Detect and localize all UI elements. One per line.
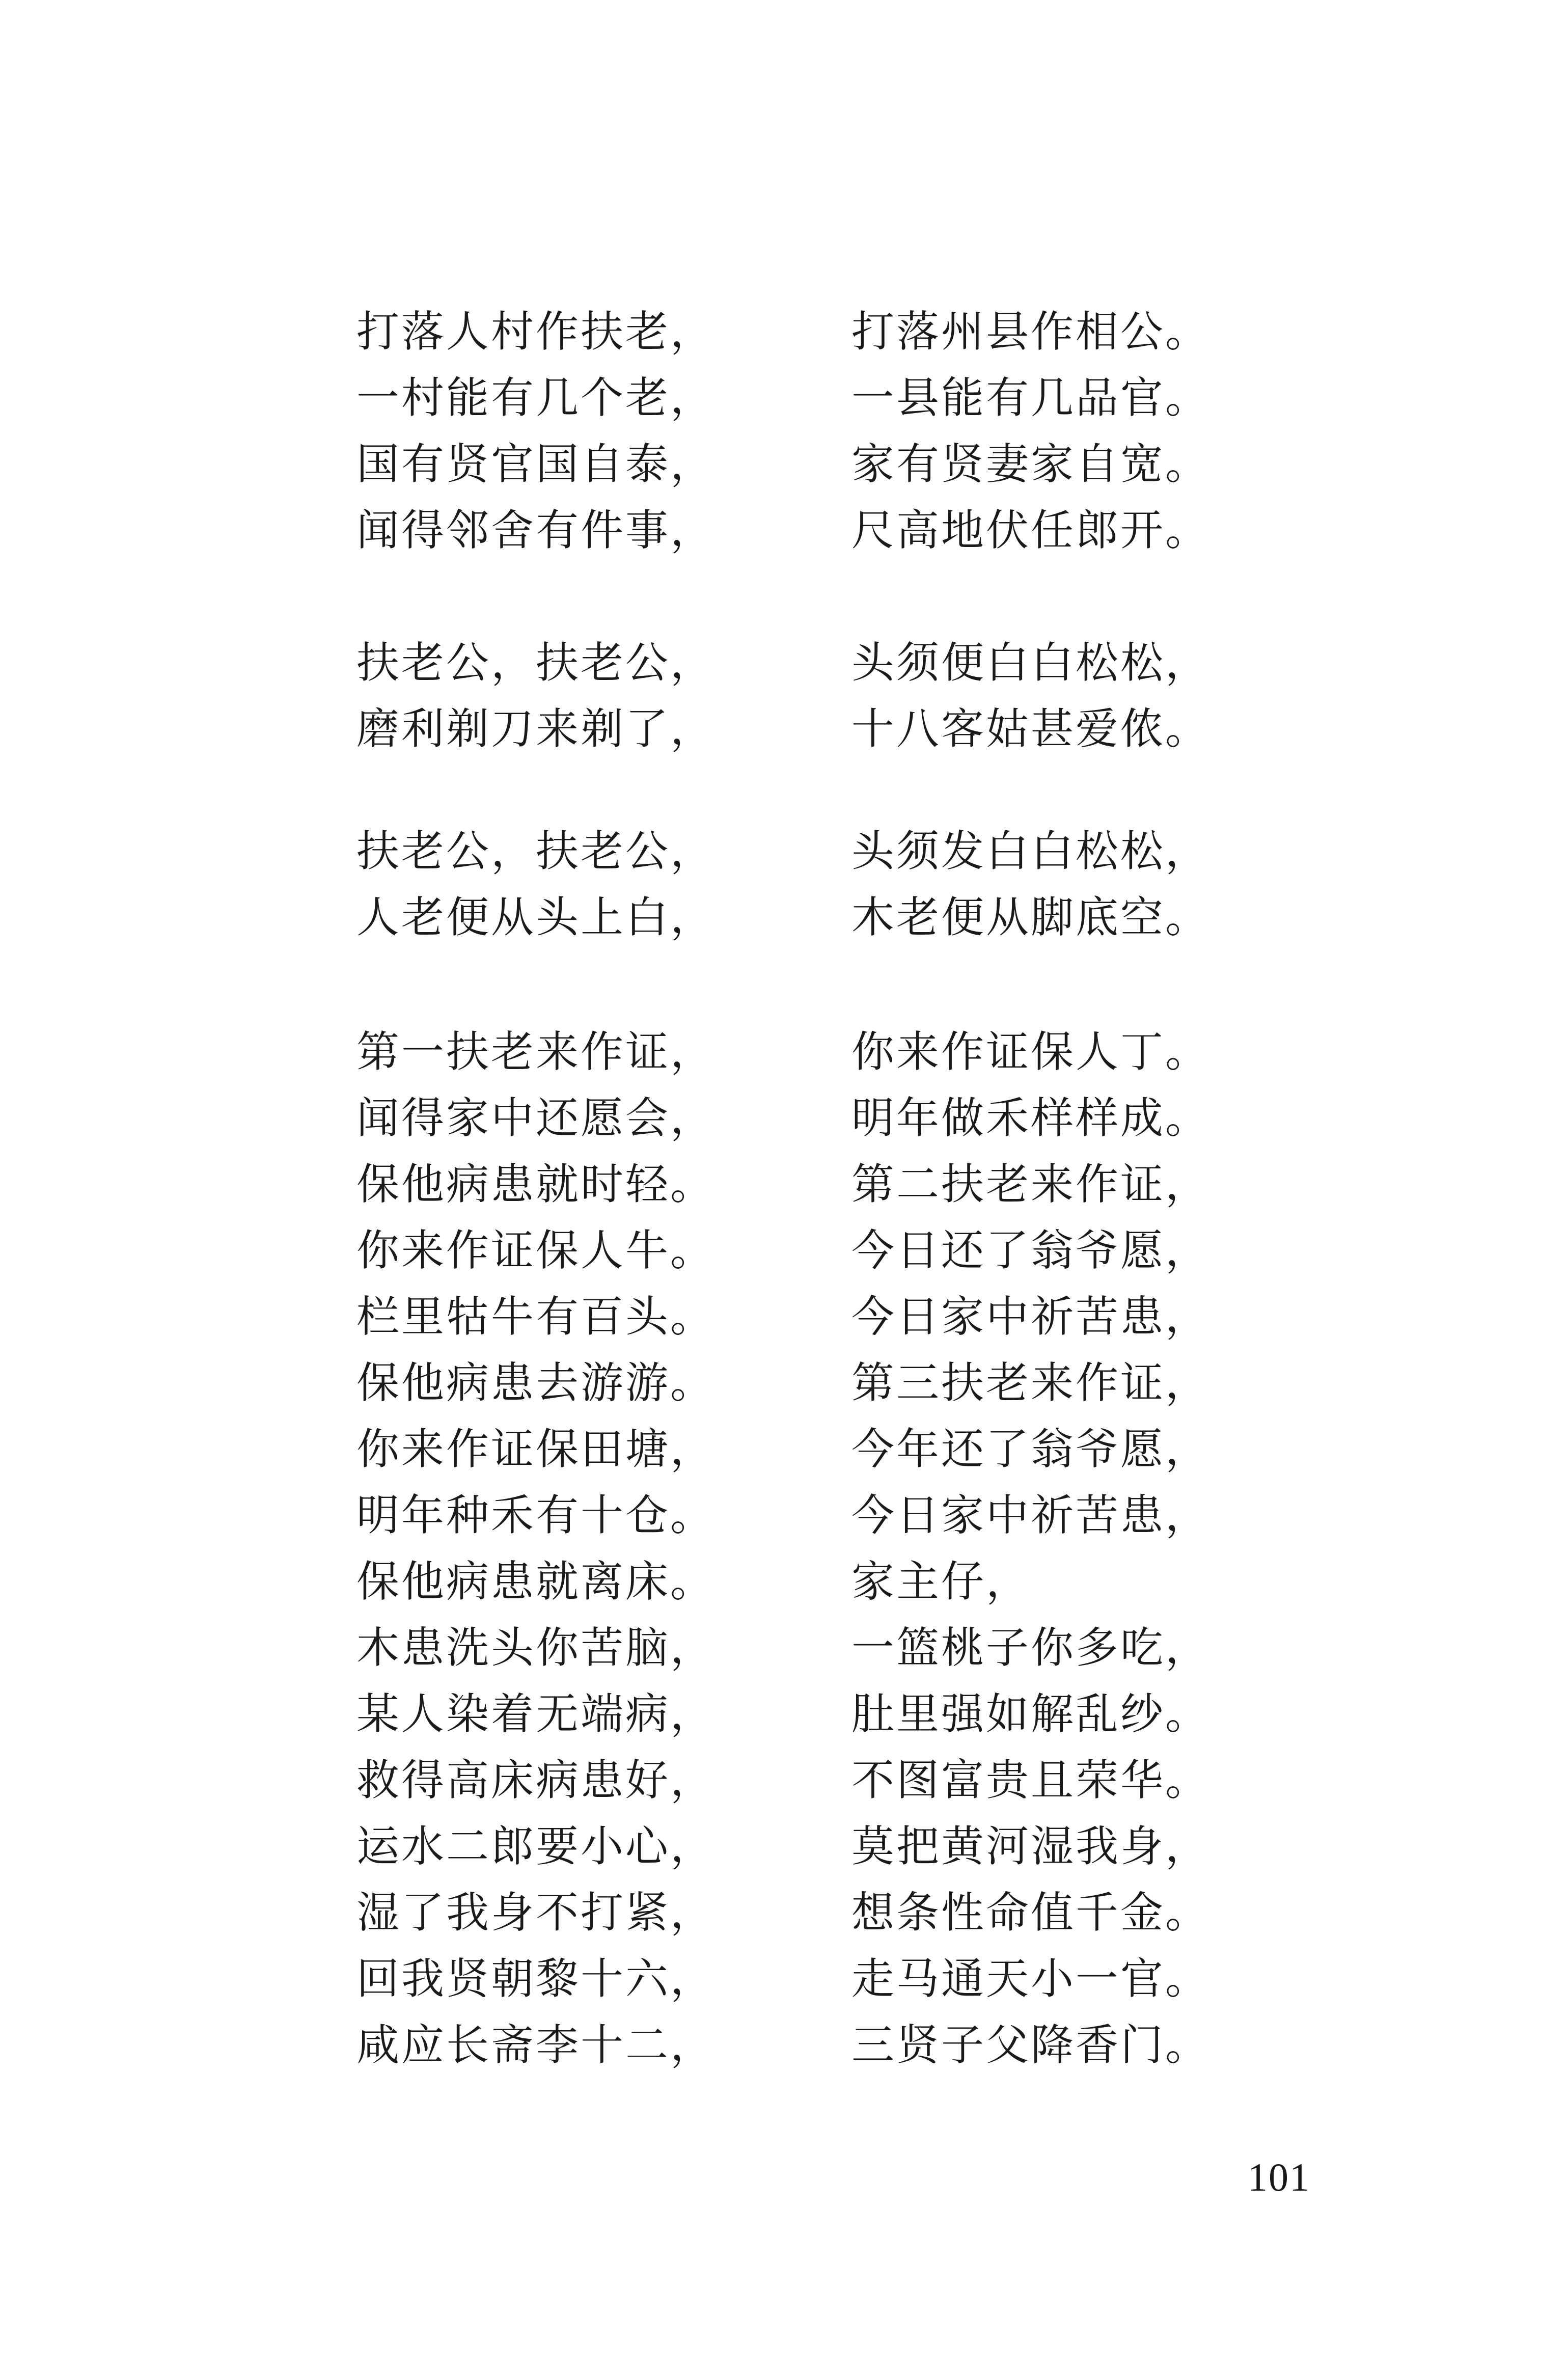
verse-line <box>356 2012 1324 2078</box>
verse-line <box>356 696 1324 762</box>
verse-line-right: 莫把黄河湿我身， <box>851 1821 1211 1871</box>
verse-line-left: 一村能有几个老， <box>356 373 716 423</box>
verse-line-left: 扶老公，扶老公， <box>356 638 716 688</box>
verse-line-left: 回我贤朝黎十六， <box>356 1954 716 2004</box>
verse-line <box>356 884 1324 950</box>
verse-line <box>356 497 1324 563</box>
verse-line-right: 十八客姑甚爱侬。 <box>851 704 1211 754</box>
verse-line-right: 肚里强如解乱纱。 <box>851 1689 1211 1739</box>
verse-line-left: 你来作证保人牛。 <box>356 1225 716 1275</box>
verse-line-left: 湿了我身不打紧， <box>356 1888 716 1938</box>
verse-line <box>356 818 1324 884</box>
verse-line-right: 不图富贵且荣华。 <box>851 1755 1211 1805</box>
verse-line-left: 打落人村作扶老， <box>356 307 716 357</box>
verse-line <box>356 1019 1324 1085</box>
verse-line-left: 保他病患就时轻。 <box>356 1159 716 1209</box>
verse-line-right: 第三扶老来作证， <box>851 1358 1211 1408</box>
stanza-3 <box>356 818 1324 950</box>
verse-line-left: 某人染着无端病， <box>356 1689 716 1739</box>
verse-line-left: 运水二郎要小心， <box>356 1821 716 1871</box>
verse-line-right: 打落州县作相公。 <box>851 307 1211 357</box>
verse-line-left: 保他病患去游游。 <box>356 1358 716 1408</box>
verse-line-right: 头须发白白松松， <box>851 826 1211 876</box>
stanza-1 <box>356 298 1324 563</box>
verse-line-right: 明年做禾样样成。 <box>851 1093 1211 1143</box>
verse-line-right: 今日家中祈苦患， <box>851 1292 1211 1342</box>
verse-line-left: 咸应长斋李十二， <box>356 2020 716 2070</box>
verse-line-right: 三贤子父降香门。 <box>851 2020 1211 2070</box>
verse-line <box>356 1416 1324 1482</box>
verse-line-left: 栏里牯牛有百头。 <box>356 1292 716 1342</box>
verse-line-left: 木患洗头你苦脑， <box>356 1623 716 1673</box>
verse-line-right: 走马通天小一官。 <box>851 1954 1211 2004</box>
verse-line-left: 你来作证保田塘， <box>356 1424 716 1474</box>
verse-line-left: 救得高床病患好， <box>356 1755 716 1805</box>
verse-line-right: 尺高地伏任郎开。 <box>851 505 1211 555</box>
verse-line-right: 家主仔， <box>851 1557 1031 1606</box>
verse-line-right: 今年还了翁爷愿， <box>851 1424 1211 1474</box>
verse-line <box>356 1548 1324 1615</box>
verse-line-left: 闻得邻舍有件事， <box>356 505 716 555</box>
verse-line <box>356 1813 1324 1879</box>
verse-line-right: 头须便白白松松， <box>851 638 1211 688</box>
verse-line <box>356 431 1324 497</box>
verse-line-left: 人老便从头上白， <box>356 892 716 942</box>
verse-line-left: 闻得家中还愿会， <box>356 1093 716 1143</box>
verse-line <box>356 1482 1324 1548</box>
verse-line-right: 第二扶老来作证， <box>851 1159 1211 1209</box>
verse-line-left: 磨利剃刀来剃了， <box>356 704 716 754</box>
verse-line <box>356 298 1324 365</box>
verse-line-right: 今日还了翁爷愿， <box>851 1225 1211 1275</box>
verse-line <box>356 1217 1324 1284</box>
verse-line <box>356 365 1324 431</box>
verse-line <box>356 1879 1324 1946</box>
verse-line-right: 想条性命值千金。 <box>851 1888 1211 1938</box>
stanza-2 <box>356 630 1324 762</box>
verse-line <box>356 1151 1324 1217</box>
verse-line-left: 明年种禾有十仓。 <box>356 1490 716 1540</box>
verse-line-left: 国有贤官国自泰， <box>356 439 716 489</box>
verse-line-right: 一篮桃子你多吃， <box>851 1623 1211 1673</box>
verse-line-left: 第一扶老来作证， <box>356 1027 716 1077</box>
verse-line-right: 你来作证保人丁。 <box>851 1027 1211 1077</box>
verse-line <box>356 1615 1324 1681</box>
verse-line <box>356 630 1324 696</box>
verse-line-left: 扶老公，扶老公， <box>356 826 716 876</box>
verse-line <box>356 1350 1324 1416</box>
verse-line <box>356 1747 1324 1813</box>
stanza-4 <box>356 1019 1324 2078</box>
verse-line-right: 一县能有几品官。 <box>851 373 1211 423</box>
verse-line-left: 保他病患就离床。 <box>356 1557 716 1606</box>
verse-line <box>356 1284 1324 1350</box>
verse-line <box>356 1681 1324 1747</box>
verse-line-right: 今日家中祈苦患， <box>851 1490 1211 1540</box>
page-number: 101 <box>1248 2155 1310 2199</box>
verse-line-right: 家有贤妻家自宽。 <box>851 439 1211 489</box>
verse-line-right: 木老便从脚底空。 <box>851 892 1211 942</box>
verse-line <box>356 1946 1324 2012</box>
verse-line <box>356 1085 1324 1151</box>
